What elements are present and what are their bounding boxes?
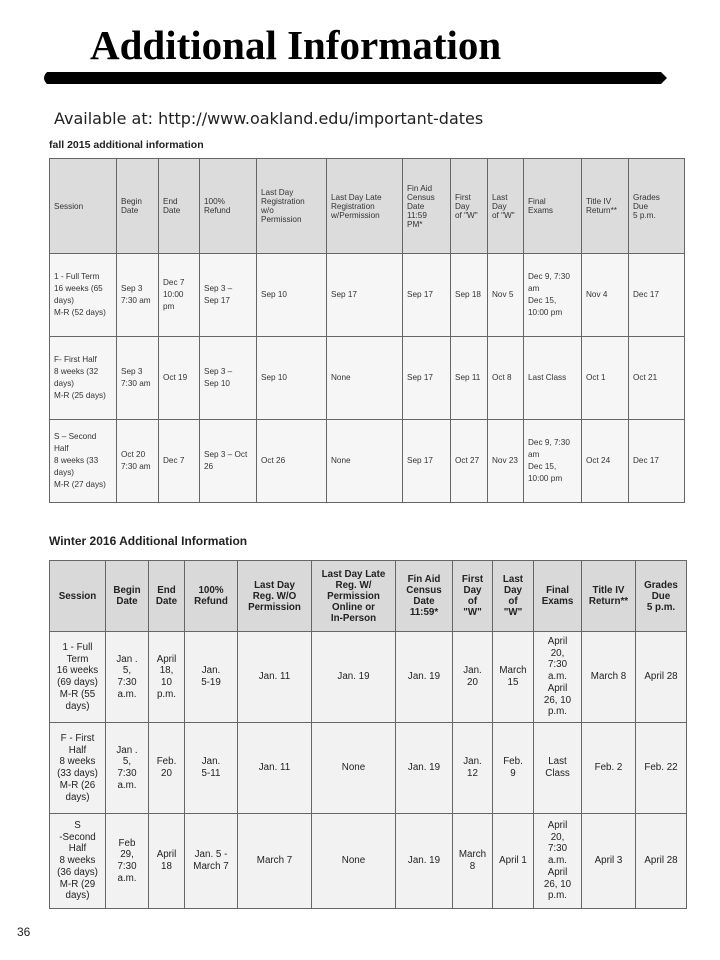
fall-header-cell: 100% Refund: [200, 159, 257, 254]
source-link-text[interactable]: Available at: http://www.oakland.edu/important-dates: [54, 109, 484, 128]
fall-cell: Dec 17: [629, 420, 685, 503]
page-number: 36: [17, 925, 31, 939]
winter-cell: Feb 29, 7:30 a.m.: [106, 814, 149, 909]
winter-cell: None: [312, 814, 396, 909]
fall-header-cell: Grades Due 5 p.m.: [629, 159, 685, 254]
fall-header-cell: Last Day Registration w/o Permission: [257, 159, 327, 254]
fall-cell: Sep 3 7:30 am: [117, 337, 159, 420]
fall-cell: Oct 8: [488, 337, 524, 420]
winter-cell: March 8: [582, 632, 636, 723]
fall-cell: Sep 17: [403, 420, 451, 503]
fall-row-first-half: [50, 337, 685, 420]
page-title: Additional Information: [90, 22, 502, 68]
fall-cell: Dec 9, 7:30 am Dec 15, 10:00 pm: [524, 254, 582, 337]
fall-table-caption: fall 2015 additional information: [49, 139, 204, 151]
fall-cell: Sep 3 – Sep 10: [200, 337, 257, 420]
winter-header-cell: 100% Refund: [185, 561, 238, 632]
winter-row-second-half: [50, 814, 687, 909]
winter-header-cell: Session: [50, 561, 106, 632]
winter-cell: April 28: [636, 632, 687, 723]
winter-cell: Feb. 22: [636, 723, 687, 814]
fall-cell: Oct 24: [582, 420, 629, 503]
winter-cell: Jan. 19: [312, 632, 396, 723]
title-underline-bar: [40, 71, 668, 85]
fall-cell: Dec 7 10:00 pm: [159, 254, 200, 337]
fall-cell: Last Class: [524, 337, 582, 420]
fall-cell: Dec 7: [159, 420, 200, 503]
fall-cell: Oct 19: [159, 337, 200, 420]
winter-cell: S -Second Half 8 weeks (36 days) M-R (29 days): [50, 814, 106, 909]
fall-cell: Oct 26: [257, 420, 327, 503]
winter-cell: Jan . 5, 7:30 a.m.: [106, 632, 149, 723]
fall-header-cell: Begin Date: [117, 159, 159, 254]
winter-cell: None: [312, 723, 396, 814]
winter-cell: Jan. 20: [453, 632, 493, 723]
fall-cell: Oct 20 7:30 am: [117, 420, 159, 503]
winter-header-cell: Last Day Late Reg. W/ Permission Online or In-Person: [312, 561, 396, 632]
fall-cell: None: [327, 337, 403, 420]
winter-row-first-half: [50, 723, 687, 814]
fall-cell: Oct 1: [582, 337, 629, 420]
fall-header-cell: Fin Aid Census Date 11:59 PM*: [403, 159, 451, 254]
winter-cell: Jan. 19: [396, 814, 453, 909]
winter-header-cell: Grades Due 5 p.m.: [636, 561, 687, 632]
fall-header-cell: Last Day Late Registration w/Permission: [327, 159, 403, 254]
winter-cell: April 3: [582, 814, 636, 909]
fall-cell: None: [327, 420, 403, 503]
fall-cell: Dec 9, 7:30 am Dec 15, 10:00 pm: [524, 420, 582, 503]
winter-cell: Feb. 20: [149, 723, 185, 814]
winter-cell: Jan. 11: [238, 632, 312, 723]
fall-cell: Oct 21: [629, 337, 685, 420]
winter-cell: Feb. 9: [493, 723, 534, 814]
winter-header-cell: Final Exams: [534, 561, 582, 632]
winter-cell: Jan. 5-19: [185, 632, 238, 723]
fall-cell: Nov 4: [582, 254, 629, 337]
fall-cell: S – Second Half 8 weeks (33 days) M-R (27 days): [50, 420, 117, 503]
fall-header-cell: Final Exams: [524, 159, 582, 254]
winter-cell: Jan. 5 - March 7: [185, 814, 238, 909]
winter-header-cell: Fin Aid Census Date 11:59*: [396, 561, 453, 632]
fall-cell: Sep 18: [451, 254, 488, 337]
winter-cell: March 15: [493, 632, 534, 723]
fall-cell: F- First Half 8 weeks (32 days) M-R (25 days): [50, 337, 117, 420]
fall-header-cell: Session: [50, 159, 117, 254]
winter-cell: Jan. 19: [396, 632, 453, 723]
winter-cell: Jan. 11: [238, 723, 312, 814]
fall-header-cell: First Day of "W": [451, 159, 488, 254]
fall-cell: Sep 17: [327, 254, 403, 337]
winter-cell: Jan. 5-11: [185, 723, 238, 814]
winter-cell: March 7: [238, 814, 312, 909]
winter-cell: 1 - Full Term 16 weeks (69 days) M-R (55 days): [50, 632, 106, 723]
winter-cell: April 20, 7:30 a.m. April 26, 10 p.m.: [534, 632, 582, 723]
fall-header-cell: Title IV Return**: [582, 159, 629, 254]
winter-cell: April 1: [493, 814, 534, 909]
winter-cell: Last Class: [534, 723, 582, 814]
winter-header-cell: Begin Date: [106, 561, 149, 632]
fall-row-second-half: [50, 420, 685, 503]
winter-cell: F - First Half 8 weeks (33 days) M-R (26 days): [50, 723, 106, 814]
winter-2016-table: [49, 560, 687, 909]
winter-table-caption: Winter 2016 Additional Information: [49, 534, 248, 548]
fall-cell: Sep 11: [451, 337, 488, 420]
winter-header-cell: First Day of "W": [453, 561, 493, 632]
fall-2015-table: [49, 158, 685, 503]
winter-cell: Jan. 19: [396, 723, 453, 814]
winter-header-cell: Last Day of "W": [493, 561, 534, 632]
fall-cell: Nov 23: [488, 420, 524, 503]
fall-cell: Sep 3 – Sep 17: [200, 254, 257, 337]
fall-cell: Sep 17: [403, 337, 451, 420]
fall-cell: Sep 3 – Oct 26: [200, 420, 257, 503]
fall-row-full-term: [50, 254, 685, 337]
fall-cell: 1 - Full Term 16 weeks (65 days) M-R (52 days): [50, 254, 117, 337]
fall-cell: Nov 5: [488, 254, 524, 337]
fall-cell: Sep 3 7:30 am: [117, 254, 159, 337]
winter-header-row: [50, 561, 687, 632]
winter-row-full-term: [50, 632, 687, 723]
fall-cell: Sep 17: [403, 254, 451, 337]
fall-cell: Dec 17: [629, 254, 685, 337]
winter-cell: April 18, 10 p.m.: [149, 632, 185, 723]
winter-cell: Feb. 2: [582, 723, 636, 814]
winter-cell: March 8: [453, 814, 493, 909]
winter-cell: Jan. 12: [453, 723, 493, 814]
winter-cell: April 28: [636, 814, 687, 909]
winter-cell: Jan . 5, 7:30 a.m.: [106, 723, 149, 814]
fall-cell: Sep 10: [257, 254, 327, 337]
winter-header-cell: End Date: [149, 561, 185, 632]
winter-header-cell: Last Day Reg. W/O Permission: [238, 561, 312, 632]
winter-cell: April 18: [149, 814, 185, 909]
winter-header-cell: Title IV Return**: [582, 561, 636, 632]
fall-header-row: [50, 159, 685, 254]
winter-cell: April 20, 7:30 a.m. April 26, 10 p.m.: [534, 814, 582, 909]
fall-cell: Sep 10: [257, 337, 327, 420]
fall-header-cell: End Date: [159, 159, 200, 254]
fall-header-cell: Last Day of "W": [488, 159, 524, 254]
fall-cell: Oct 27: [451, 420, 488, 503]
